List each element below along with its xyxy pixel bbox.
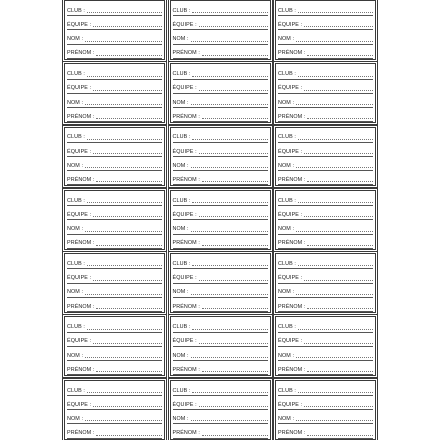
dotted-line xyxy=(87,328,162,330)
field-caption: NOM : xyxy=(67,415,84,422)
club-field xyxy=(278,2,373,16)
dotted-line xyxy=(87,11,162,13)
dotted-line xyxy=(298,11,373,13)
dotted-line xyxy=(298,264,373,266)
field-caption: ÉQUIPE : xyxy=(278,22,303,28)
nom-field xyxy=(67,157,162,171)
field-caption: ÉQUIPE : xyxy=(67,338,92,345)
field-caption: ÉQUIPE : xyxy=(67,401,92,408)
field-caption: NOM : xyxy=(278,289,295,296)
dotted-line xyxy=(199,279,268,281)
club-field xyxy=(173,255,268,269)
field-caption: CLUB : xyxy=(172,197,191,204)
prenom-field xyxy=(67,171,162,185)
dotted-line xyxy=(192,11,267,13)
dotted-line xyxy=(307,54,373,56)
field-caption: NOM : xyxy=(278,352,295,359)
prenom-field xyxy=(278,45,373,59)
field-caption: ÉQUIPE : xyxy=(172,338,197,345)
prenom-field xyxy=(67,108,162,122)
field-caption: CLUB : xyxy=(67,324,85,331)
name-label xyxy=(64,127,165,187)
equipe-field xyxy=(67,16,162,30)
field-caption: PRÉNOM : xyxy=(172,303,200,310)
name-label xyxy=(275,0,376,60)
equipe-field xyxy=(278,269,373,283)
field-caption: ÉQUIPE : xyxy=(67,211,92,218)
field-caption: NOM : xyxy=(278,415,295,422)
field-caption: CLUB : xyxy=(172,71,191,78)
dotted-line xyxy=(85,40,162,42)
dotted-line xyxy=(298,138,373,140)
field-caption: CLUB : xyxy=(172,134,191,141)
field-caption: NOM : xyxy=(278,99,295,106)
field-caption: NOM : xyxy=(172,352,189,359)
name-label xyxy=(64,316,165,376)
dotted-line xyxy=(192,328,267,330)
dotted-line xyxy=(202,54,268,56)
club-field xyxy=(67,65,162,79)
dotted-line xyxy=(93,215,162,217)
field-caption: ÉQUIPE : xyxy=(172,22,197,28)
dotted-line xyxy=(307,117,373,119)
field-caption: PRÉNOM : xyxy=(278,50,306,57)
equipe-field xyxy=(278,333,373,347)
dotted-line xyxy=(191,419,268,421)
nom-field xyxy=(67,30,162,44)
club-field xyxy=(67,382,162,396)
dotted-line xyxy=(296,356,373,358)
field-caption: CLUB : xyxy=(67,387,85,394)
dotted-line xyxy=(191,356,268,358)
dotted-line xyxy=(96,307,162,309)
field-caption: NOM : xyxy=(67,289,84,296)
field-caption: CLUB : xyxy=(278,387,296,394)
name-label xyxy=(275,127,376,187)
name-label xyxy=(275,190,376,250)
name-label xyxy=(64,63,165,123)
nom-field xyxy=(278,220,373,234)
name-label xyxy=(275,63,376,123)
equipe-field xyxy=(173,206,268,220)
dotted-line xyxy=(199,152,268,154)
field-caption: NOM : xyxy=(278,36,295,43)
field-caption: PRÉNOM : xyxy=(67,430,95,437)
dotted-line xyxy=(296,419,373,421)
name-label xyxy=(64,190,165,250)
field-caption: NOM : xyxy=(67,99,84,106)
equipe-field xyxy=(173,16,268,30)
dotted-line xyxy=(85,419,162,421)
dotted-line xyxy=(307,307,373,309)
name-label xyxy=(170,190,271,250)
dotted-line xyxy=(202,370,268,372)
field-caption: ÉQUIPE : xyxy=(67,85,92,92)
dotted-line xyxy=(304,279,373,281)
dotted-line xyxy=(192,264,267,266)
club-field xyxy=(278,255,373,269)
dotted-line xyxy=(298,75,373,77)
dotted-line xyxy=(304,405,373,407)
field-caption: CLUB : xyxy=(67,134,85,141)
nom-field xyxy=(278,157,373,171)
nom-field xyxy=(67,347,162,361)
dotted-line xyxy=(191,166,268,168)
dotted-line xyxy=(96,370,162,372)
dotted-line xyxy=(87,138,162,140)
dotted-line xyxy=(93,279,162,281)
nom-field xyxy=(173,284,268,298)
name-label xyxy=(64,380,165,440)
prenom-field xyxy=(173,361,268,375)
nom-field xyxy=(67,94,162,108)
field-caption: NOM : xyxy=(172,415,189,422)
dotted-line xyxy=(199,215,268,217)
nom-field xyxy=(278,347,373,361)
dotted-line xyxy=(296,166,373,168)
field-caption: CLUB : xyxy=(67,260,85,267)
dotted-line xyxy=(87,391,162,393)
dotted-line xyxy=(85,103,162,105)
dotted-line xyxy=(296,293,373,295)
field-caption: ÉQUIPE : xyxy=(278,338,303,345)
equipe-field xyxy=(67,80,162,94)
nom-field xyxy=(173,94,268,108)
field-caption: NOM : xyxy=(172,36,189,43)
equipe-field xyxy=(278,143,373,157)
field-caption: CLUB : xyxy=(67,197,85,204)
prenom-field xyxy=(67,45,162,59)
field-caption: ÉQUIPE : xyxy=(278,148,303,155)
field-caption: NOM : xyxy=(172,99,189,106)
field-caption: PRÉNOM : xyxy=(278,303,306,310)
field-caption: CLUB : xyxy=(67,7,85,14)
field-caption: PRÉNOM : xyxy=(172,240,200,247)
field-caption: ÉQUIPE : xyxy=(172,401,197,408)
dotted-line xyxy=(202,307,268,309)
club-field xyxy=(278,318,373,332)
dotted-line xyxy=(192,138,267,140)
field-caption: PRÉNOM : xyxy=(67,177,95,183)
equipe-field xyxy=(173,333,268,347)
club-field xyxy=(67,318,162,332)
name-label xyxy=(275,316,376,376)
club-field xyxy=(278,129,373,143)
field-caption: CLUB : xyxy=(278,197,296,204)
dotted-line xyxy=(296,40,373,42)
field-caption: PRÉNOM : xyxy=(67,303,95,310)
nom-field xyxy=(67,284,162,298)
dotted-line xyxy=(199,405,268,407)
dotted-line xyxy=(191,230,268,232)
field-caption: CLUB : xyxy=(172,324,191,331)
field-caption: CLUB : xyxy=(278,324,296,331)
field-caption: PRÉNOM : xyxy=(172,177,200,183)
dotted-line xyxy=(304,152,373,154)
dotted-line xyxy=(307,370,373,372)
dotted-line xyxy=(192,201,267,203)
name-label xyxy=(275,253,376,313)
field-caption: PRÉNOM : xyxy=(278,177,306,183)
dotted-line xyxy=(191,40,268,42)
field-caption: CLUB : xyxy=(278,134,296,141)
name-label xyxy=(170,127,271,187)
name-label xyxy=(170,0,271,60)
dotted-line xyxy=(93,152,162,154)
prenom-field xyxy=(173,171,268,185)
prenom-field xyxy=(67,235,162,249)
equipe-field xyxy=(173,80,268,94)
prenom-field xyxy=(173,108,268,122)
field-caption: ÉQUIPE : xyxy=(172,148,197,155)
nom-field xyxy=(173,347,268,361)
prenom-field xyxy=(278,298,373,312)
club-field xyxy=(173,382,268,396)
field-caption: ÉQUIPE : xyxy=(278,85,303,92)
nom-field xyxy=(173,30,268,44)
prenom-field xyxy=(67,361,162,375)
field-caption: ÉQUIPE : xyxy=(67,275,92,282)
equipe-field xyxy=(278,80,373,94)
field-caption: NOM : xyxy=(67,226,84,233)
prenom-field xyxy=(67,424,162,438)
dotted-line xyxy=(87,201,162,203)
equipe-field xyxy=(278,16,373,30)
prenom-field xyxy=(278,361,373,375)
prenom-field xyxy=(173,298,268,312)
field-caption: ÉQUIPE : xyxy=(172,211,197,218)
dotted-line xyxy=(96,117,162,119)
equipe-field xyxy=(173,269,268,283)
field-caption: PRÉNOM : xyxy=(172,50,200,57)
club-field xyxy=(173,318,268,332)
club-field xyxy=(278,192,373,206)
name-label xyxy=(170,253,271,313)
field-caption: CLUB : xyxy=(278,7,296,14)
club-field xyxy=(67,2,162,16)
equipe-field xyxy=(278,396,373,410)
field-caption: PRÉNOM : xyxy=(172,113,200,120)
equipe-field xyxy=(67,143,162,157)
field-caption: NOM : xyxy=(278,226,295,233)
club-field xyxy=(67,129,162,143)
field-caption: CLUB : xyxy=(172,7,191,14)
dotted-line xyxy=(199,342,268,344)
club-field xyxy=(173,2,268,16)
field-caption: NOM : xyxy=(278,162,295,169)
equipe-field xyxy=(67,269,162,283)
dotted-line xyxy=(93,405,162,407)
field-caption: ÉQUIPE : xyxy=(67,22,92,28)
nom-field xyxy=(67,410,162,424)
prenom-field xyxy=(173,235,268,249)
dotted-line xyxy=(202,117,268,119)
name-label xyxy=(64,253,165,313)
dotted-line xyxy=(296,230,373,232)
prenom-field xyxy=(173,424,268,438)
prenom-field xyxy=(278,424,373,438)
field-caption: ÉQUIPE : xyxy=(278,275,303,282)
field-caption: CLUB : xyxy=(172,387,191,394)
dotted-line xyxy=(304,342,373,344)
dotted-line xyxy=(202,244,268,246)
dotted-line xyxy=(298,328,373,330)
nom-field xyxy=(278,30,373,44)
field-caption: PRÉNOM : xyxy=(67,50,95,57)
field-caption: PRÉNOM : xyxy=(67,113,95,120)
field-caption: NOM : xyxy=(172,162,189,169)
prenom-field xyxy=(278,171,373,185)
field-caption: PRÉNOM : xyxy=(67,366,95,373)
dotted-line xyxy=(85,166,162,168)
prenom-field xyxy=(67,298,162,312)
dotted-line xyxy=(202,434,268,436)
field-caption: PRÉNOM : xyxy=(172,366,200,373)
field-caption: PRÉNOM : xyxy=(278,240,306,247)
name-label xyxy=(64,0,165,60)
club-field xyxy=(278,65,373,79)
nom-field xyxy=(173,220,268,234)
nom-field xyxy=(173,157,268,171)
dotted-line xyxy=(296,103,373,105)
field-caption: PRÉNOM : xyxy=(67,240,95,247)
prenom-field xyxy=(278,108,373,122)
equipe-field xyxy=(67,333,162,347)
dotted-line xyxy=(85,230,162,232)
prenom-field xyxy=(278,235,373,249)
club-field xyxy=(67,192,162,206)
name-label xyxy=(170,380,271,440)
field-caption: CLUB : xyxy=(278,260,296,267)
dotted-line xyxy=(192,391,267,393)
dotted-line xyxy=(93,89,162,91)
label-grid xyxy=(64,0,376,440)
field-caption: ÉQUIPE : xyxy=(278,401,303,408)
dotted-line xyxy=(191,293,268,295)
equipe-field xyxy=(173,143,268,157)
nom-field xyxy=(67,220,162,234)
dotted-line xyxy=(307,244,373,246)
club-field xyxy=(67,255,162,269)
dotted-line xyxy=(298,201,373,203)
nom-field xyxy=(173,410,268,424)
dotted-line xyxy=(304,215,373,217)
field-caption: CLUB : xyxy=(172,260,191,267)
field-caption: ÉQUIPE : xyxy=(172,85,197,92)
field-caption: NOM : xyxy=(172,226,189,233)
field-caption: ÉQUIPE : xyxy=(67,148,92,155)
dotted-line xyxy=(202,180,268,182)
dotted-line xyxy=(96,180,162,182)
dotted-line xyxy=(96,54,162,56)
name-label xyxy=(275,380,376,440)
dotted-line xyxy=(87,75,162,77)
dotted-line xyxy=(87,264,162,266)
dotted-line xyxy=(93,342,162,344)
field-caption: ÉQUIPE : xyxy=(278,211,303,218)
dotted-line xyxy=(85,293,162,295)
club-field xyxy=(278,382,373,396)
dotted-line xyxy=(96,244,162,246)
dotted-line xyxy=(307,180,373,182)
club-field xyxy=(173,65,268,79)
equipe-field xyxy=(173,396,268,410)
field-caption: PRÉNOM : xyxy=(278,113,306,120)
nom-field xyxy=(278,410,373,424)
club-field xyxy=(173,192,268,206)
field-caption: NOM : xyxy=(67,162,84,169)
name-label xyxy=(170,316,271,376)
dotted-line xyxy=(191,103,268,105)
club-field xyxy=(173,129,268,143)
field-caption: NOM : xyxy=(67,36,84,43)
dotted-line xyxy=(304,25,373,27)
field-caption: PRÉNOM : xyxy=(278,366,306,373)
field-caption: NOM : xyxy=(67,352,84,359)
field-caption: PRÉNOM : xyxy=(278,430,306,437)
dotted-line xyxy=(85,356,162,358)
field-caption: CLUB : xyxy=(67,71,85,78)
name-label xyxy=(170,63,271,123)
equipe-field xyxy=(67,396,162,410)
dotted-line xyxy=(96,434,162,436)
dotted-line xyxy=(199,89,268,91)
nom-field xyxy=(278,284,373,298)
prenom-field xyxy=(173,45,268,59)
dotted-line xyxy=(307,434,373,436)
dotted-line xyxy=(192,75,267,77)
equipe-field xyxy=(67,206,162,220)
dotted-line xyxy=(298,391,373,393)
field-caption: PRÉNOM : xyxy=(172,430,200,437)
nom-field xyxy=(278,94,373,108)
dotted-line xyxy=(93,25,162,27)
equipe-field xyxy=(278,206,373,220)
field-caption: CLUB : xyxy=(278,71,296,78)
field-caption: NOM : xyxy=(172,289,189,296)
field-caption: ÉQUIPE : xyxy=(172,275,197,282)
dotted-line xyxy=(304,89,373,91)
dotted-line xyxy=(199,25,268,27)
